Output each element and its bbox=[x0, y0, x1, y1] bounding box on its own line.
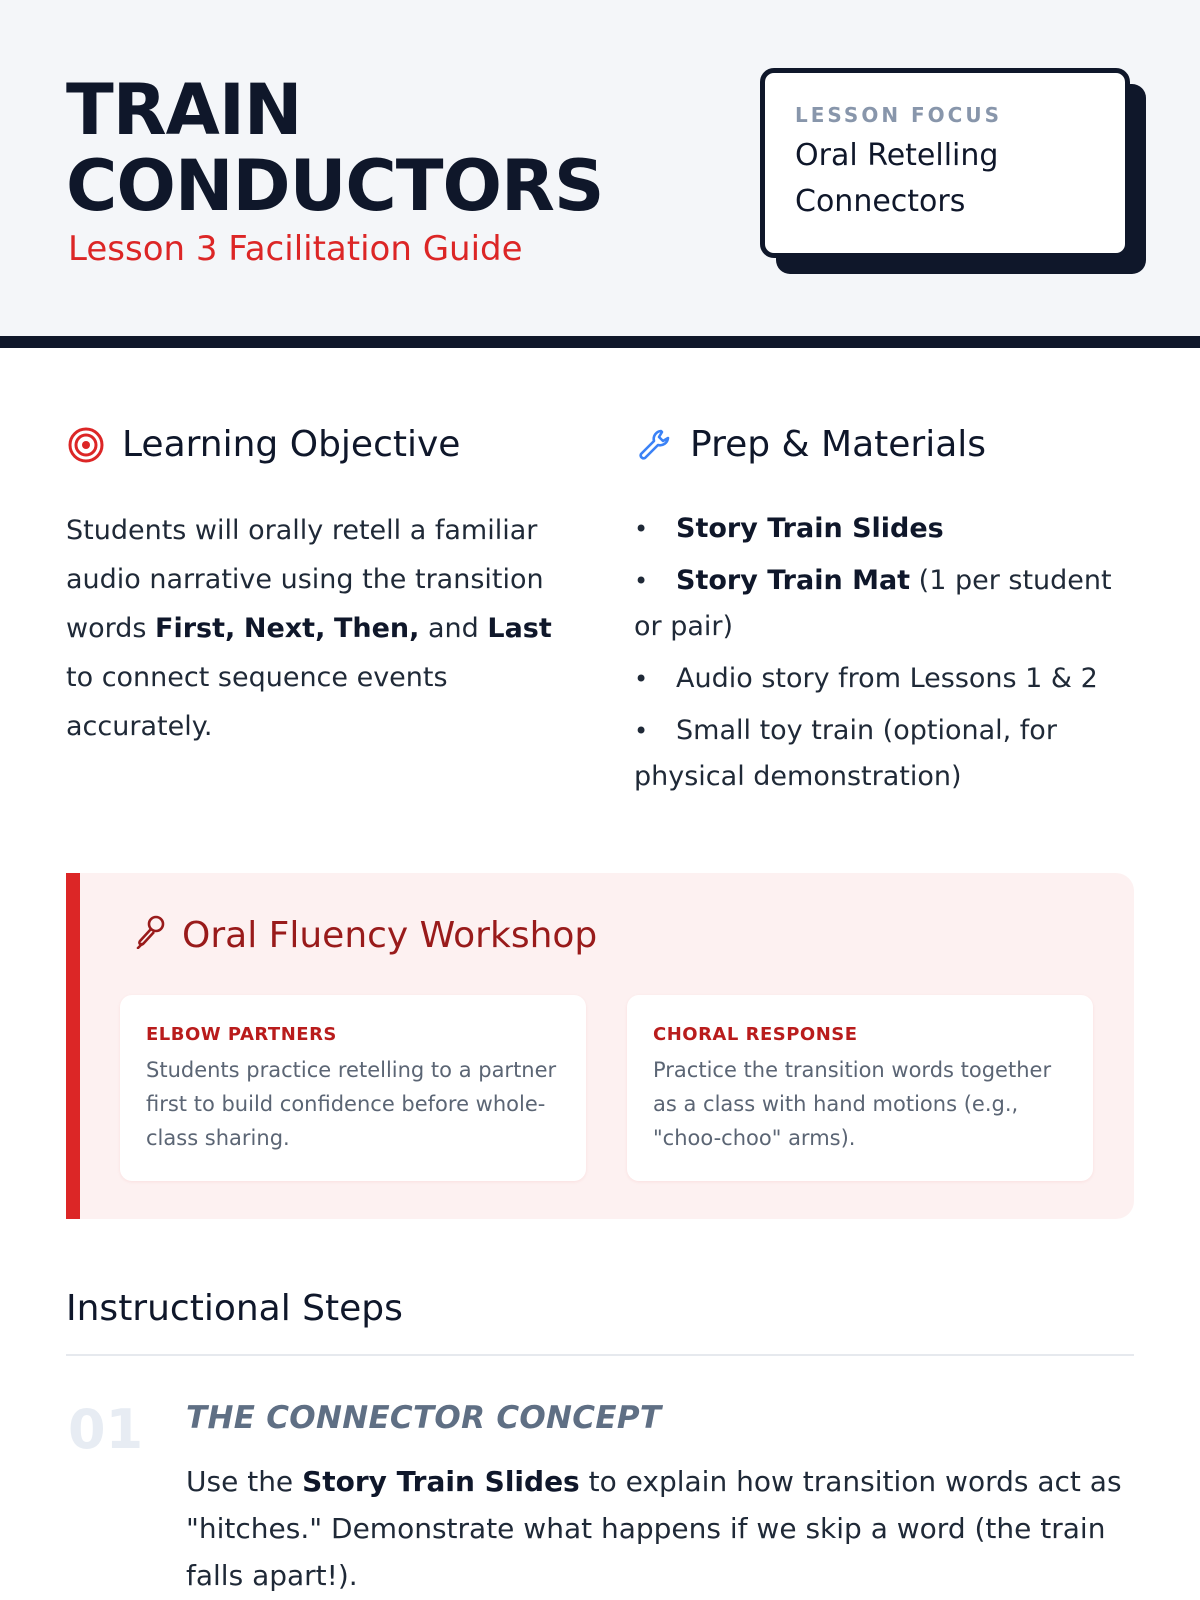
lesson-focus-card bbox=[760, 68, 1130, 258]
oral-fluency-workshop bbox=[66, 873, 1134, 1219]
list-item bbox=[634, 708, 1134, 800]
item-bold: Story Train Mat bbox=[676, 565, 911, 596]
microphone-icon bbox=[134, 913, 168, 958]
objective-text-end: to connect sequence events accurately. bbox=[66, 662, 448, 742]
workshop-title: Oral Fluency Workshop bbox=[182, 915, 598, 956]
item-text: Audio story from Lessons 1 & 2 bbox=[676, 663, 1098, 694]
page-title bbox=[66, 69, 604, 227]
instructional-steps-heading: Instructional Steps bbox=[66, 1288, 403, 1329]
step-bold: Story Train Slides bbox=[302, 1465, 580, 1498]
step-text-end: to explain how transition words act as "hitches." Demonstrate what happens if we skip a word (the train falls apart!). bbox=[186, 1465, 1122, 1592]
list-item bbox=[634, 656, 1134, 702]
target-icon bbox=[66, 425, 106, 465]
list-item bbox=[634, 506, 1134, 552]
step-body bbox=[186, 1458, 1134, 1599]
objective-text-part: Students will orally retell a familiar audio narrative using the transition words bbox=[66, 515, 544, 644]
word-first: First, bbox=[155, 613, 236, 644]
word-then: Then, bbox=[333, 613, 420, 644]
bullet: • bbox=[634, 665, 649, 693]
objective-and: and bbox=[419, 613, 488, 644]
choral-response-card bbox=[627, 995, 1093, 1181]
card-label: ELBOW PARTNERS bbox=[146, 1024, 337, 1045]
bullet: • bbox=[634, 567, 649, 595]
objective-text bbox=[66, 506, 566, 751]
step-text: Use the bbox=[186, 1465, 303, 1498]
card-text: Practice the transition words together as a class with hand motions (e.g., "choo-choo" arms). bbox=[653, 1058, 1052, 1150]
card-label: CHORAL RESPONSE bbox=[653, 1024, 858, 1045]
word-last: Last bbox=[487, 613, 552, 644]
prep-materials-title: Prep & Materials bbox=[690, 424, 987, 465]
title-line-1: TRAIN bbox=[66, 69, 302, 151]
workshop-heading bbox=[134, 913, 597, 958]
step-title: THE CONNECTOR CONCEPT bbox=[186, 1400, 662, 1436]
item-bold: Story Train Slides bbox=[676, 513, 944, 544]
word-next: Next, bbox=[243, 613, 326, 644]
lesson-focus-label: LESSON FOCUS bbox=[795, 103, 1003, 127]
step-number: 01 bbox=[68, 1398, 144, 1461]
bullet: • bbox=[634, 515, 649, 543]
bullet: • bbox=[634, 717, 649, 745]
materials-list bbox=[634, 506, 1134, 806]
item-text: (1 per student or pair) bbox=[634, 565, 1112, 642]
lesson-focus-value: Oral Retelling Connectors bbox=[795, 138, 999, 219]
item-text: Small toy train (optional, for physical demonstration) bbox=[634, 715, 1057, 792]
learning-objective-title: Learning Objective bbox=[122, 424, 461, 465]
wrench-icon bbox=[634, 425, 674, 465]
list-item bbox=[634, 558, 1134, 650]
elbow-partners-card bbox=[120, 995, 586, 1181]
page-header bbox=[0, 0, 1200, 348]
card-text: Students practice retelling to a partner first to build confidence before whole-class sharing. bbox=[146, 1058, 557, 1150]
learning-objective-heading bbox=[66, 424, 460, 465]
prep-materials-heading bbox=[634, 424, 986, 465]
divider bbox=[66, 1354, 1134, 1356]
page-subtitle: Lesson 3 Facilitation Guide bbox=[68, 229, 523, 269]
title-line-2: CONDUCTORS bbox=[66, 145, 604, 227]
